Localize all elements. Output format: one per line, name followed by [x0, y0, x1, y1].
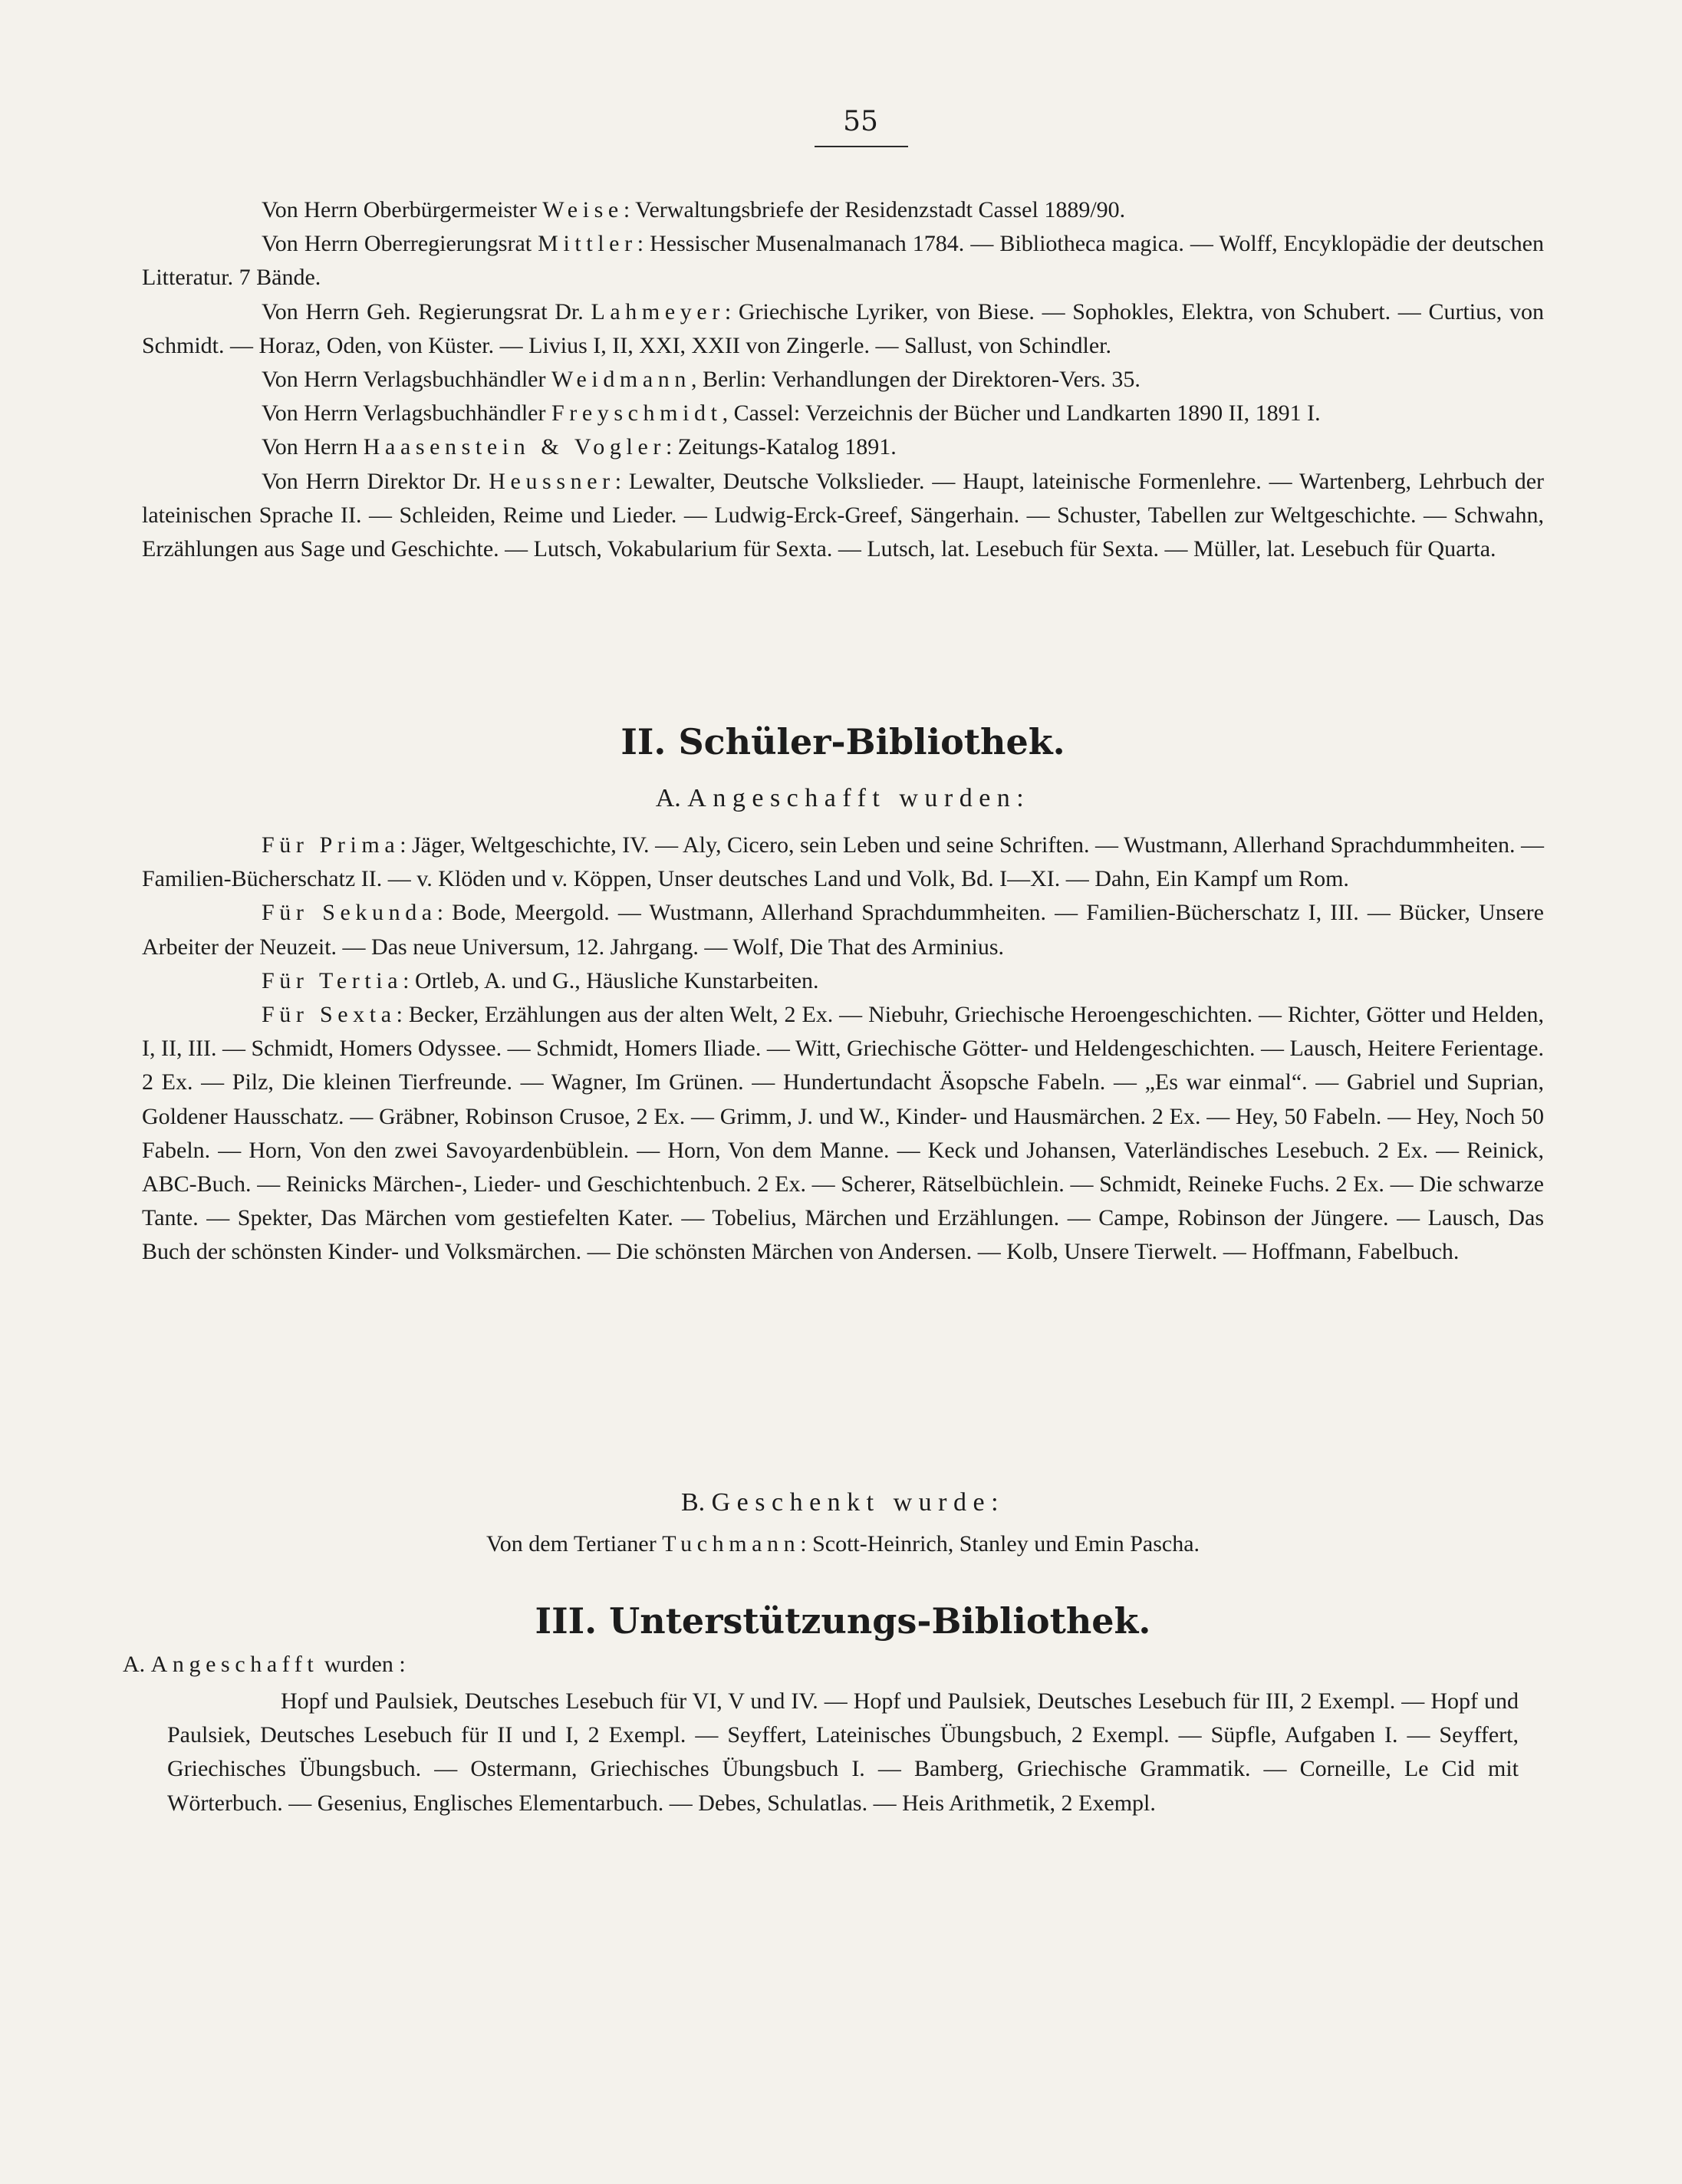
donation-entry: Von Herrn Geh. Regierungsrat Dr. Lahmeyer: Griechische Lyriker, von Biese. — Sophokles, Elektra, von Schubert. — Curtius, von Schmidt. — Horaz, Oden, von Küster. — Livius I, II, XXI, XXII von Zingerle. — Sallust, von Schindler.	[142, 298, 1544, 358]
donation-entry: Von Herrn Oberbürgermeister Weise: Verwaltungsbriefe der Residenzstadt Cassel 1889/90.	[262, 197, 1126, 222]
subheading-angeschafft: A. Angeschafft wurden:	[655, 784, 1031, 812]
class-entry: Für Tertia: Ortleb, A. und G., Häusliche Kunstarbeiten.	[262, 967, 819, 993]
donation-entry: Von Herrn Haasenstein & Vogler: Zeitungs-Katalog 1891.	[262, 434, 897, 460]
subheading-geschenkt: B. Geschenkt wurde:	[680, 1488, 1006, 1517]
section-heading-schueler-bibliothek: II. Schüler-Bibliothek.	[620, 721, 1065, 763]
class-entry: Für Prima: Jäger, Weltgeschichte, IV. — Aly, Cicero, sein Leben und seine Schriften. — Wustmann, Allerhand Sprachdummheiten. — Familien-Bücherschatz II. — v. Klöden und v. Köppen, Unser deutsches Land und Volk, Bd. I—XI. — Dahn, Ein Kampf um Rom.	[142, 832, 1544, 892]
class-entry: Für Sekunda: Bode, Meergold. — Wustmann, Allerhand Sprachdummheiten. — Familien-Bücherschatz I, III. — Bücker, Unsere Arbeiter der Neuzeit. — Das neue Universum, 12. Jahrgang. — Wolf, Die That des Arminius.	[142, 900, 1544, 960]
class-entry: Für Sexta: Becker, Erzählungen aus der alten Welt, 2 Ex. — Niebuhr, Griechische Heroengeschichten. — Richter, Götter und Helden, I, II, III. — Schmidt, Homers Odyssee. — Schmidt, Homers Iliade. — Witt, Griechische Götter- und Heldengeschichten. — Lausch, Heitere Ferientage. 2 Ex. — Pilz, Die kleinen Tierfreunde. — Wagner, Im Grünen. — Hundertundacht Äsopsche Fabeln. — „Es war einmal“. — Gabriel und Suprian, Goldener Hausschatz. — Gräbner, Robinson Crusoe, 2 Ex. — Grimm, J. und W., Kinder- und Hausmärchen. 2 Ex. — Hey, 50 Fabeln. — Hey, Noch 50 Fabeln. — Horn, Von den zwei Savoyardenbüblein. — Horn, Von dem Manne. — Keck und Johansen, Vaterländisches Lesebuch. 2 Ex. — Reinick, ABC-Buch. — Reinicks Märchen-, Lieder- und Geschichtenbuch. 2 Ex. — Scherer, Rätselbüchlein. — Schmidt, Reineke Fuchs. 2 Ex. — Die schwarze Tante. — Spekter, Das Märchen vom gestiefelten Kater. — Tobelius, Märchen und Erzählungen. — Campe, Robinson der Jüngere. — Lausch, Das Buch der schönsten Kinder- und Volksmärchen. — Die schönsten Märchen von Andersen. — Kolb, Unsere Tierwelt. — Hoffmann, Fabelbuch.	[142, 1002, 1544, 1265]
subheading-angeschafft-unterstuetzung: A. Angeschafft wurden :	[123, 1652, 406, 1677]
page-number: 55	[843, 106, 878, 137]
donations-section	[142, 193, 1544, 566]
page-number-rule	[815, 146, 908, 147]
schueler-bibliothek-list	[142, 828, 1544, 1270]
donation-entry: Von Herrn Verlagsbuchhändler Weidmann, Berlin: Verhandlungen der Direktoren-Vers. 35.	[262, 367, 1141, 393]
unterstuetzung-entry: Hopf und Paulsiek, Deutsches Lesebuch für VI, V und IV. — Hopf und Paulsiek, Deutsches Lesebuch für III, 2 Exempl. — Hopf und Paulsiek, Deutsches Lesebuch für II und I, 2 Exempl. — Seyffert, Lateinisches Übungsbuch, 2 Exempl. — Süpfle, Aufgaben I. — Seyffert, Griechisches Übungsbuch. — Ostermann, Griechisches Übungsbuch I. — Bamberg, Griechische Grammatik. — Corneille, Le Cid mit Wörterbuch. — Gesenius, Englisches Elementarbuch. — Debes, Schulatlas. — Heis Arithmetik, 2 Exempl.	[167, 1688, 1519, 1816]
donation-entry: Von Herrn Verlagsbuchhändler Freyschmidt, Cassel: Verzeichnis der Bücher und Landkarten 1890 II, 1891 I.	[262, 400, 1321, 427]
section-heading-unterstuetzungs-bibliothek: III. Unterstützungs-Bibliothek.	[535, 1600, 1151, 1642]
unterstuetzungs-bibliothek-list	[167, 1685, 1519, 1820]
donation-entry: Von Herrn Oberregierungsrat Mittler: Hessischer Musenalmanach 1784. — Bibliotheca magica. — Wolff, Encyklopädie der deutschen Litteratur. 7 Bände.	[142, 231, 1544, 291]
gift-entry: Von dem Tertianer Tuchmann: Scott-Heinrich, Stanley und Emin Pascha.	[486, 1531, 1200, 1556]
donation-entry: Von Herrn Direktor Dr. Heussner: Lewalter, Deutsche Volkslieder. — Haupt, lateinische Formenlehre. — Wartenberg, Lehrbuch der lateinischen Sprache II. — Schleiden, Reime und Lieder. — Ludwig-Erck-Greef, Sängerhain. — Schuster, Tabellen zur Weltgeschichte. — Schwahn, Erzählungen aus Sage und Geschichte. — Lutsch, Vokabularium für Sexta. — Lutsch, lat. Lesebuch für Sexta. — Müller, lat. Lesebuch für Quarta.	[142, 468, 1545, 562]
